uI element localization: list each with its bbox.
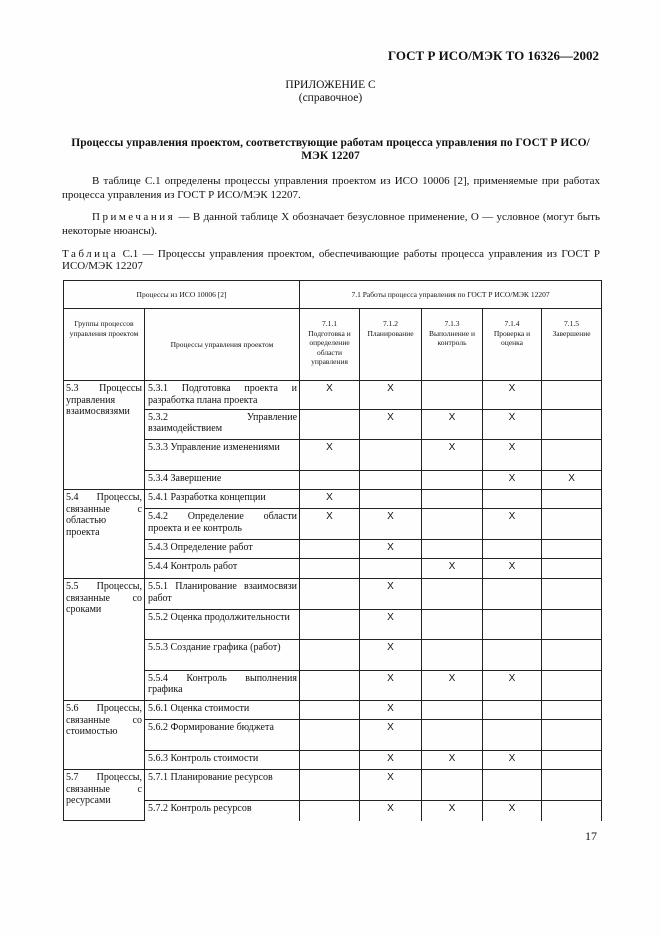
mark-cell <box>300 750 360 769</box>
mark-cell <box>542 670 602 700</box>
mark-cell: X <box>483 381 542 409</box>
process-cell: 5.6.3 Контроль стоимости <box>145 750 300 769</box>
process-group-cell: 5.6 Процессы, связанные со стоимостью <box>64 701 145 770</box>
table-row <box>64 579 602 609</box>
activity-header-3 <box>422 309 483 381</box>
process-cell: 5.7.2 Контроль ресурсов <box>145 800 300 820</box>
activity-number: 7.1.5 <box>564 319 580 329</box>
activity-header-4 <box>483 309 542 381</box>
mark-cell <box>422 509 483 539</box>
mark-cell <box>542 609 602 639</box>
mark-cell: X <box>360 509 422 539</box>
table-row <box>64 470 602 489</box>
mark-cell <box>360 470 422 489</box>
mark-cell: X <box>483 440 542 470</box>
intro-paragraph: В таблице С.1 определены процессы управления проектом из ИСО 10006 [2], применяемые при работах процесса управления из ГОСТ Р ИСО/МЭК 12207. <box>62 175 600 201</box>
right-header: 7.1 Работы процесса управления по ГОСТ Р ИСО/МЭК 12207 <box>300 281 602 309</box>
mark-cell <box>360 559 422 579</box>
mark-cell: X <box>422 670 483 700</box>
activity-number: 7.1.2 <box>383 319 399 329</box>
table-row <box>64 770 602 800</box>
left-header: Процессы из ИСО 10006 [2] <box>64 281 300 309</box>
mark-cell <box>300 609 360 639</box>
mark-cell <box>422 640 483 670</box>
activity-name: Выполнение и контроль <box>428 328 476 348</box>
process-cell: 5.4.2 Определение области проекта и ее контроль <box>145 509 300 539</box>
activity-header-5 <box>542 309 602 381</box>
process-cell: 5.5.1 Планирование взаимосвязи работ <box>145 579 300 609</box>
process-cell: 5.3.2 Управление взаимодействием <box>145 409 300 439</box>
process-cell: 5.4.4 Контроль работ <box>145 559 300 579</box>
note-paragraph <box>62 210 600 238</box>
table-row <box>64 670 602 700</box>
mark-cell <box>422 381 483 409</box>
mark-cell <box>300 800 360 820</box>
mark-cell <box>300 770 360 800</box>
mark-cell <box>483 770 542 800</box>
mark-cell <box>542 640 602 670</box>
mark-cell <box>483 579 542 609</box>
mark-cell <box>422 490 483 509</box>
mark-cell <box>542 770 602 800</box>
mark-cell <box>300 701 360 720</box>
process-cell: 5.5.4 Контроль выполнения графика <box>145 670 300 700</box>
table-row <box>64 490 602 509</box>
mark-cell <box>422 539 483 558</box>
mark-cell <box>422 609 483 639</box>
process-group-cell: 5.3 Процессы управления взаимосвязями <box>64 381 145 490</box>
mark-cell <box>542 559 602 579</box>
table-caption <box>62 249 600 272</box>
mark-cell <box>542 750 602 769</box>
mark-cell: X <box>483 670 542 700</box>
mark-cell: X <box>360 409 422 439</box>
mark-cell: X <box>360 609 422 639</box>
table-row <box>64 509 602 539</box>
mark-cell: X <box>300 440 360 470</box>
table-row <box>64 609 602 639</box>
col-process-header: Процессы управления проектом <box>145 309 300 381</box>
appendix-heading <box>0 79 661 105</box>
table-row <box>64 381 602 409</box>
mark-cell: X <box>360 800 422 820</box>
mark-cell <box>422 770 483 800</box>
mark-cell: X <box>360 670 422 700</box>
mark-cell <box>542 440 602 470</box>
mark-cell: X <box>360 720 422 750</box>
process-cell: 5.3.4 Завершение <box>145 470 300 489</box>
process-cell: 5.3.1 Подготовка проекта и разработка плана проекта <box>145 381 300 409</box>
mark-cell: X <box>360 640 422 670</box>
activity-name: Подготовка и определение области управления <box>308 328 351 367</box>
process-cell: 5.4.1 Разработка концепции <box>145 490 300 509</box>
mark-cell: X <box>483 409 542 439</box>
appendix-subtitle: (справочное) <box>298 92 363 104</box>
page-number: 17 <box>585 829 597 843</box>
mark-cell: X <box>360 539 422 558</box>
process-group-cell: 5.7 Процессы, связанные с ресурсами <box>64 770 145 821</box>
table-row <box>64 640 602 670</box>
table-row <box>64 720 602 750</box>
mark-cell <box>422 470 483 489</box>
note-text: — В данной таблице X обозначает безусловное применение, О — условное (могут быть некоторые нюансы). <box>62 211 600 237</box>
mark-cell <box>542 381 602 409</box>
mark-cell <box>300 640 360 670</box>
mark-cell: X <box>422 409 483 439</box>
col-group-header: Группы процессов управления проектом <box>64 309 145 381</box>
table-row <box>64 701 602 720</box>
mark-cell: X <box>360 750 422 769</box>
mark-cell <box>483 640 542 670</box>
mark-cell <box>542 409 602 439</box>
note-label: Примечания <box>92 211 176 223</box>
mark-cell: X <box>300 509 360 539</box>
mark-cell <box>542 539 602 558</box>
mark-cell: X <box>360 579 422 609</box>
mark-cell <box>360 490 422 509</box>
mark-cell: X <box>300 490 360 509</box>
process-cell: 5.7.1 Планирование ресурсов <box>145 770 300 800</box>
table-body <box>64 281 602 821</box>
mark-cell: X <box>422 800 483 820</box>
mark-cell <box>300 720 360 750</box>
mark-cell: X <box>422 440 483 470</box>
activity-name: Проверка и оценка <box>493 328 531 348</box>
table-row <box>64 750 602 769</box>
section-title: Процессы управления проектом, соответствующие работам процесса управления по ГОСТ Р ИСО/МЭК 12207 <box>71 137 590 162</box>
activity-number: 7.1.4 <box>504 319 520 329</box>
mark-cell: X <box>360 701 422 720</box>
mark-cell <box>360 440 422 470</box>
process-cell: 5.3.3 Управление изменениями <box>145 440 300 470</box>
mark-cell <box>483 701 542 720</box>
mark-cell: X <box>360 770 422 800</box>
mark-cell <box>300 409 360 439</box>
mark-cell: X <box>483 750 542 769</box>
mark-cell <box>542 490 602 509</box>
processes-table <box>63 280 602 821</box>
mark-cell: X <box>422 750 483 769</box>
mark-cell <box>300 559 360 579</box>
process-group-cell: 5.4 Процессы, связанные с областью проекта <box>64 490 145 579</box>
table-subheader-row <box>64 309 602 381</box>
mark-cell <box>542 579 602 609</box>
activity-name: Планирование <box>367 328 414 338</box>
mark-cell <box>542 800 602 820</box>
mark-cell: X <box>300 381 360 409</box>
process-group-cell: 5.5 Процессы, связанные со сроками <box>64 579 145 701</box>
mark-cell <box>300 470 360 489</box>
activity-header-2 <box>360 309 422 381</box>
table-row <box>64 559 602 579</box>
activity-number: 7.1.3 <box>444 319 460 329</box>
mark-cell <box>483 490 542 509</box>
table-header-row <box>64 281 602 309</box>
process-cell: 5.5.2 Оценка продолжительности <box>145 609 300 639</box>
mark-cell <box>300 579 360 609</box>
mark-cell <box>422 720 483 750</box>
mark-cell: X <box>483 800 542 820</box>
mark-cell <box>422 701 483 720</box>
process-cell: 5.6.1 Оценка стоимости <box>145 701 300 720</box>
table-row <box>64 539 602 558</box>
mark-cell <box>542 509 602 539</box>
mark-cell <box>483 720 542 750</box>
mark-cell <box>483 539 542 558</box>
process-cell: 5.6.2 Формирование бюджета <box>145 720 300 750</box>
mark-cell: X <box>483 509 542 539</box>
activity-name: Завершение <box>552 328 591 338</box>
mark-cell <box>422 579 483 609</box>
table-row <box>64 440 602 470</box>
table-caption-text: С.1 — Процессы управления проектом, обеспечивающие работы процесса управления из ГОСТ Р ИСО/МЭК 12207 <box>62 248 600 272</box>
mark-cell: X <box>483 559 542 579</box>
mark-cell <box>483 609 542 639</box>
mark-cell <box>542 701 602 720</box>
appendix-title: ПРИЛОЖЕНИЕ С <box>285 79 376 91</box>
mark-cell: X <box>483 470 542 489</box>
mark-cell <box>542 720 602 750</box>
table-row <box>64 409 602 439</box>
process-cell: 5.5.3 Создание графика (работ) <box>145 640 300 670</box>
document-header: ГОСТ Р ИСО/МЭК ТО 16326—2002 <box>387 48 599 63</box>
mark-cell: X <box>422 559 483 579</box>
table-row <box>64 800 602 820</box>
activity-number: 7.1.1 <box>322 319 338 329</box>
table-caption-label: Таблица <box>62 248 119 260</box>
mark-cell <box>300 539 360 558</box>
mark-cell: X <box>360 381 422 409</box>
process-cell: 5.4.3 Определение работ <box>145 539 300 558</box>
activity-header-1 <box>300 309 360 381</box>
mark-cell <box>300 670 360 700</box>
mark-cell: X <box>542 470 602 489</box>
